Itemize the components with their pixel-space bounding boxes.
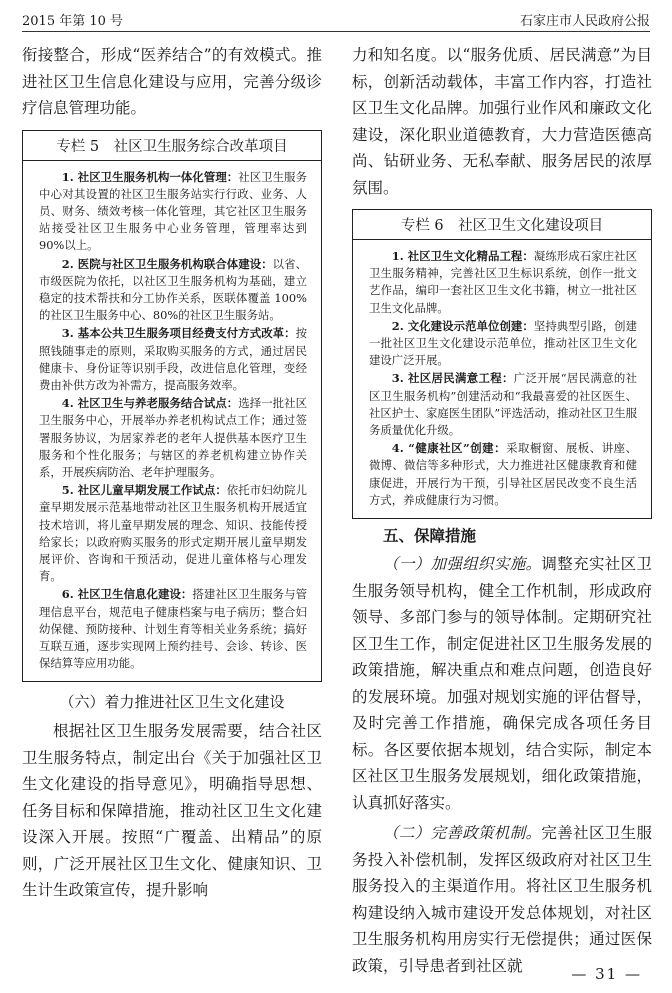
right-column (352, 42, 652, 979)
page-header (22, 6, 650, 32)
box-5-item: 6. 社区卫生信息化建设：搭建社区卫生服务与管理信息平台，规范电子健康档案与电子病历；整合妇幼保健、预防接种、计划生育等相关业务系统；搞好互联互通，逐步实现网上预约挂号、会诊、转诊、医保结算等应用功能。 (39, 587, 307, 671)
box-5-item: 2. 医院与社区卫生服务机构联合体建设：以省、市级医院为依托，以社区卫生服务机构为基础，建立稳定的技术帮扶和分工协作关系，医联体覆盖 100%的社区卫生服务中心、80%的社区卫生服务站。 (39, 256, 307, 323)
box-5-item: 5. 社区儿童早期发展工作试点：依托市妇幼院儿童早期发展示范基地带动社区卫生服务机构开展适宜技术培训，将儿童早期发展的理念、知识、技能传授给家长；以政府购买服务的形式定期开展儿童早期发展评价、咨询和干预活动，促进儿童体格与心理发育。 (39, 483, 307, 584)
publication-title: 石家庄市人民政府公报 (519, 13, 650, 29)
box-6-item: 3. 社区居民满意工程：广泛开展“居民满意的社区卫生服务机构”创建活动和“我最喜爱的社区医生、社区护士、家庭医生团队”评选活动，推动社区卫生服务质量优化升级。 (369, 371, 637, 438)
box-5-item: 1. 社区卫生服务机构一体化管理：社区卫生服务中心对其设置的社区卫生服务站实行行政、业务、人员、财务、绩效考核一体化管理，其它社区卫生服务站接受社区卫生服务中心业务管理，管理率达到 90%以上。 (39, 169, 307, 253)
left-column (22, 42, 322, 904)
left-intro: 衔接整合，形成“医养结合”的有效模式。推进社区卫生信息化建设与应用，完善分级诊疗信息管理功能。 (22, 46, 322, 117)
measure-2: （二）完善政策机制。完善社区卫生服务投入补偿机制，发挥区级政府对社区卫生服务投入的主渠道作用。将社区卫生服务机构建设纳入城市建设开发总体规划，对社区卫生服务机构用房实行无偿提供；通过医保政策，引导患者到社区就 (352, 824, 652, 975)
left-paragraph: 根据社区卫生服务发展需要，结合社区卫生服务特点，制定出台《关于加强社区卫生文化建设的指导意见》，明确指导思想、任务目标和保障措施，推动社区卫生文化建设深入开展。按照“广覆盖、出精品”的原则，广泛开展社区卫生文化、健康知识、卫生计生政策宣传，提升影响 (22, 722, 322, 900)
subheading-6: （六）着力推进社区卫生文化建设 (59, 693, 285, 712)
page-number: — 31 — (571, 965, 642, 983)
box-5-item: 4. 社区卫生与养老服务结合试点：选择一批社区卫生服务中心，开展举办养老机构试点工作；通过签署服务协议，为居家养老的老年人提供基本医疗卫生服务和个性化服务；与辖区的养老机构建立协作关系，开展疾病防治、老年护理服务。 (39, 396, 307, 479)
box-6-item: 4. “健康社区”创建：采取橱窗、展板、讲座、微博、微信等多种形式，大力推进社区健康教育和健康促进，开展行为干预，引导社区居民改变不良生活方式，养成健康行为习惯。 (369, 441, 637, 507)
box-6-title: 专栏 6 社区卫生文化建设项目 (353, 210, 651, 240)
right-intro: 力和知名度。以“服务优质、居民满意”为目标，创新活动载体，丰富工作内容，打造社区卫生文化品牌。加强行业作风和廉政文化建设，深化职业道德教育，大力营造医德高尚、钻研业务、无私奉献、服务居民的浓厚氛围。 (352, 46, 652, 197)
box-5-item: 3. 基本公共卫生服务项目经费支付方式改革：按照钱随事走的原则，采取购买服务的方式，通过居民健康卡、身份证等识别手段，改进信息化管理，变经费由补供方改为补需方，提高服务效率。 (39, 326, 307, 392)
section-heading: 五、保障措施 (383, 527, 477, 546)
box-5 (22, 130, 322, 683)
issue-label: 2015 年第 10 号 (22, 13, 124, 29)
box-6-item: 1. 社区卫生文化精品工程：凝练形成石家庄社区卫生服务精神，完善社区卫生标识系统，创作一批文艺作品，编印一套社区卫生文化书籍，树立一批社区卫生文化品牌。 (369, 249, 637, 315)
box-6-item: 2. 文化建设示范单位创建：坚持典型引路，创建一批社区卫生文化建设示范单位，推动社区卫生文化建设广泛开展。 (369, 318, 637, 368)
header-rule (22, 31, 650, 32)
box-6 (352, 209, 652, 519)
box-5-title: 专栏 5 社区卫生服务综合改革项目 (23, 131, 321, 161)
measure-1: （一）加强组织实施。调整充实社区卫生服务领导机构，健全工作机制，形成政府领导、多部门参与的领导体制。定期研究社区卫生工作，制定促进社区卫生服务发展的政策措施，解决重点和难点问题，创造良好的发展环境。加强对规划实施的评估督导，及时完善工作措施，确保完成各项任务目标。各区要依据本规划，结合实际，制定本区社区卫生服务发展规划，细化政策措施，认真抓好落实。 (352, 555, 652, 812)
